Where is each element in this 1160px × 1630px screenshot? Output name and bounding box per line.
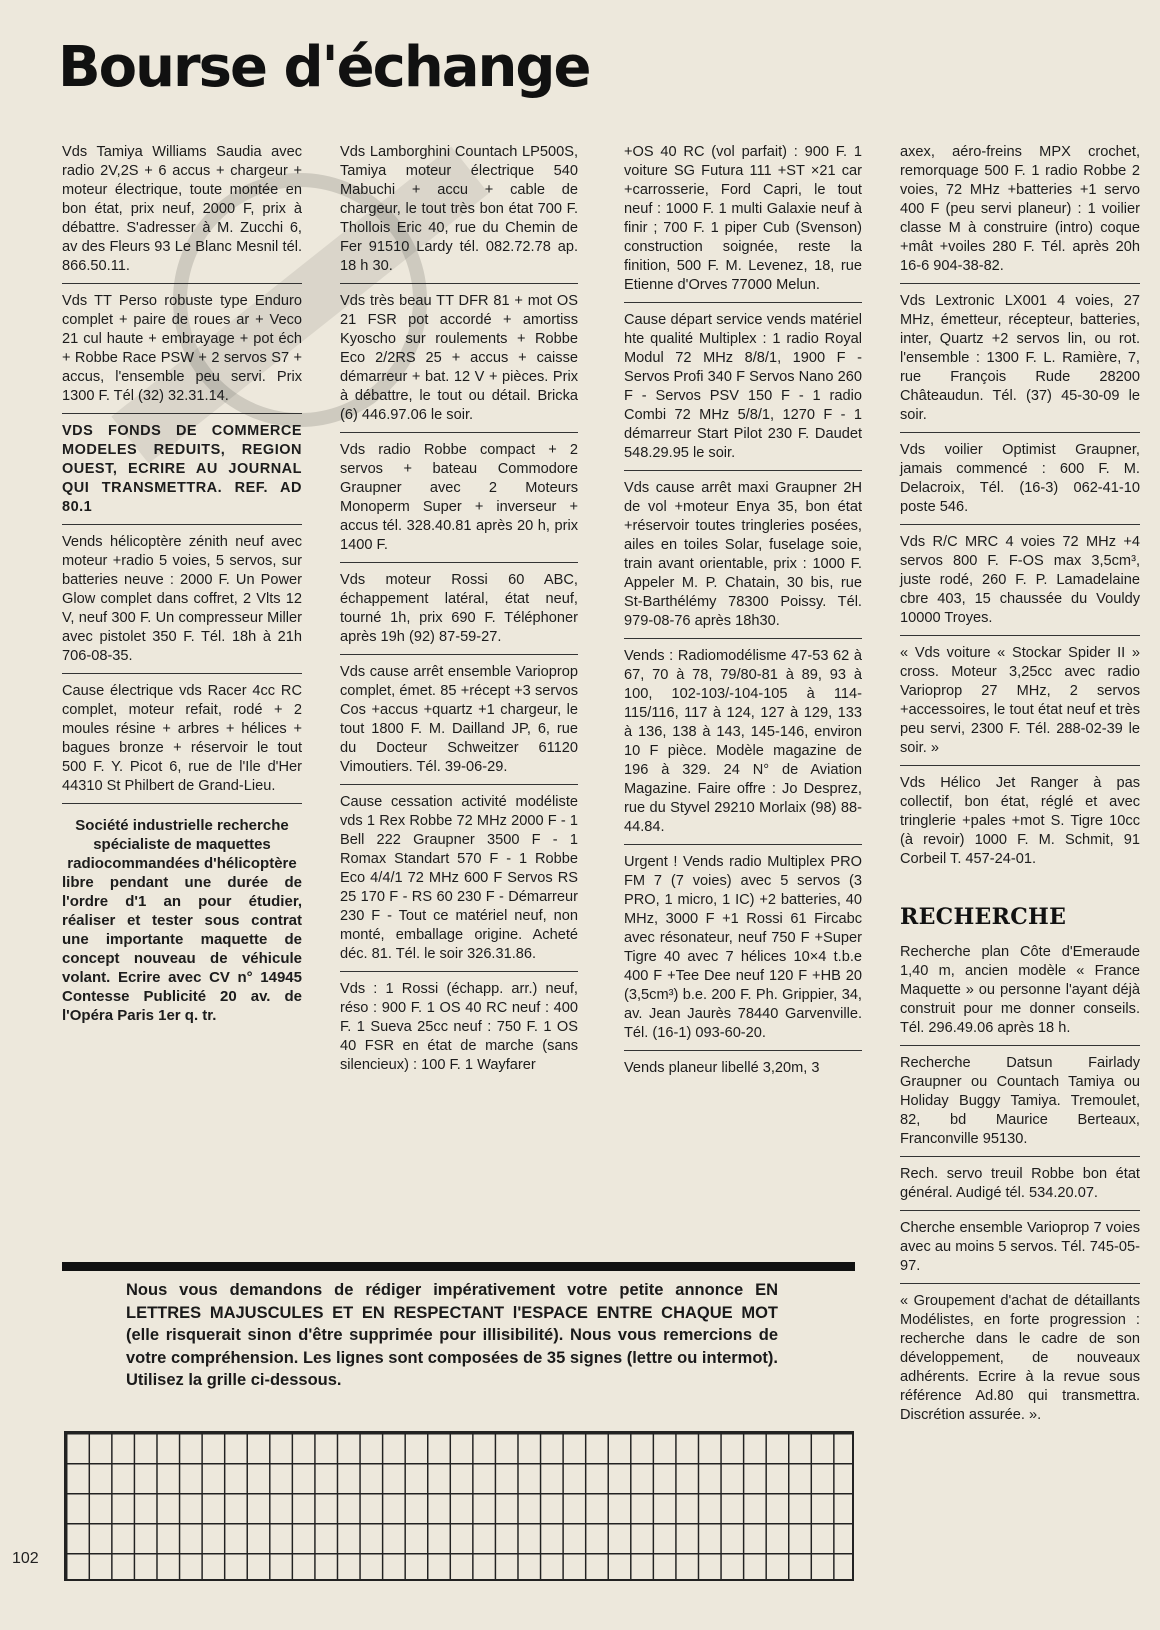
ad-4-4: Vds R/C MRC 4 voies 72 MHz +4 servos 800 F. F-OS max 3,5cm³, juste rodé, 260 F. P. Lamadelaine cbre 403, 15 chaussée du Vouldy 10000 Troyes. bbox=[900, 530, 1140, 636]
ad-4-7: Recherche plan Côte d'Emeraude 1,40 m, ancien modèle « France Maquette » ou personne l'ayant déjà construit pour me donner conseils. Tél. 296.49.06 après 18 h. bbox=[900, 940, 1140, 1046]
ad-3-6: Vends planeur libellé 3,20m, 3 bbox=[624, 1060, 820, 1076]
ad-4-6: Vds Hélico Jet Ranger à pas collectif, bon état, réglé et avec tringlerie +pales +mot S. Tigre 10cc (à revoir) 1000 F. M. Schmit, 91 Corbeil T. 457-24-01. bbox=[900, 775, 1140, 867]
ad-2-2: Vds très beau TT DFR 81 + mot OS 21 FSR pot accordé + amortiss Kyoscho sur roulements + Robbe Eco 2/2RS 25 + accus + caisse démarreur + bat. 12 V + pièces. Prix à débattre, le tout ou détail. Bricka (6) 446.97.06 le soir. bbox=[340, 289, 578, 433]
ad-4-11: « Groupement d'achat de détaillants Modélistes, en forte progression : recherche dans le cadre de son développement, de nouveaux adhérents. Ecrire à la revue sous référence Ad.80 qui transmettra. Discrétion assurée. ». bbox=[900, 1293, 1140, 1423]
ad-2-1: Vds Lamborghini Countach LP500S, Tamiya moteur électrique 540 Mabuchi + accu + cable de chargeur, le tout très bon état 700 F. Thollois Eric 40, rue du Chemin de Fer 91510 Lardy tél. 082.72.78 ap. 18 h 30. bbox=[340, 140, 578, 284]
ad-2-3: Vds radio Robbe compact + 2 servos + bateau Commodore Graupner avec 2 Moteurs Monoperm Super + inverseur + accus tél. 328.40.81 après 20 h, prix 1400 F. bbox=[340, 438, 578, 563]
ad-2-6: Cause cessation activité modéliste vds 1 Rex Robbe 72 MHz 2000 F - 1 Bell 222 Graupner 3500 F - 1 Romax Standart 570 F - 1 Robbe Eco 4/4/1 72 MHz 600 F Servos RS 25 170 F - RS 60 230 F - Démarreur 230 F - Tout ce matériel neuf, non monté, emballage origine. Acheté déc. 81. Tél. le soir 326.31.86. bbox=[340, 790, 578, 972]
ad-1-5: Cause électrique vds Racer 4cc RC complet, moteur refait, rodé + 2 moules résine + arbres + hélices + bagues bronze + réservoir le tout 500 F. Y. Picot 6, rue de l'Ile d'Her 44310 St Philbert de Grand-Lieu. bbox=[62, 679, 302, 804]
ad-3-4: Vends : Radiomodélisme 47-53 62 à 67, 70 à 78, 79/80-81 à 89, 93 à 100, 102-103/-104-105 à 114-115/116, 117 à 124, 127 à 129, 133 à 136, 138 à 143, 145-146, environ 10 F pièce. Modèle magazine de 196 à 329. 24 N° de Aviation Magazine. Faire offre : Jo Desprez, rue du Styvel 29210 Morlaix (98) 88-44.84. bbox=[624, 644, 862, 845]
column-3 bbox=[624, 140, 862, 1090]
ad-1-2: Vds TT Perso robuste type Enduro complet + paire de roues ar + Veco 21 cul haute + embrayage + pot éch + Robbe Race PSW + 2 servos S7 + accus, l'ensemble peu servi. Prix 1300 F. Tél (32) 32.31.14. bbox=[62, 289, 302, 414]
ad-3-2: Cause départ service vends matériel hte qualité Multiplex : 1 radio Royal Modul 72 MHz 8/8/1, 1900 F - Servos Profi 340 F Servos Nano 260 F - Servos PSV 150 F - 1 radio Combi 72 MHz 5/8/1, 1270 F - 1 démarreur Start Pilot 230 F. Daudet 548.29.95 le soir. bbox=[624, 308, 862, 471]
job-body: libre pendant une durée de l'ordre d'1 an pour étudier, réaliser et tester sous contrat une importante maquette de concept nouveau de véhicule volant. Ecrire avec CV n° 14945 Contesse Publicité 20 av. de l'Opéra Paris 1er q. tr. bbox=[62, 874, 302, 1024]
ad-1-3-bold: VDS FONDS DE COMMERCE MODELES REDUITS, REGION OUEST, ECRIRE AU JOURNAL QUI TRANSMETTRA. REF. AD 80.1 bbox=[62, 419, 302, 525]
writing-grid[interactable] bbox=[64, 1431, 854, 1581]
ad-2-7: Vds : 1 Rossi (échapp. arr.) neuf, réso : 900 F. 1 OS 40 RC neuf : 400 F. 1 Sueva 25cc neuf : 750 F. 1 OS 40 FSR en état de marche (sans silencieux) : 100 F. 1 Wayfarer bbox=[340, 981, 578, 1073]
ad-4-3: Vds voilier Optimist Graupner, jamais commencé : 600 F. M. Delacroix, Tél. (16-3) 062-41-10 poste 546. bbox=[900, 438, 1140, 525]
job-heading: Société industrielle recherche spécialiste de maquettes radiocommandées d'hélicoptère bbox=[67, 817, 297, 872]
ad-4-2: Vds Lextronic LX001 4 voies, 27 MHz, émetteur, récepteur, batteries, inter, Quartz +2 servos lin, ou rot. l'ensemble : 1300 F. L. Ramière, 7, rue François Rude 28200 Châteaudun. Tél. (37) 45-30-09 le soir. bbox=[900, 289, 1140, 433]
ad-3-1: +OS 40 RC (vol parfait) : 900 F. 1 voiture SG Futura 111 +ST ×21 car +carrosserie, Ford Capri, le tout neuf : 1000 F. 1 multi Galaxie neuf à finir ; 700 F. 1 piper Cub (Svenson) construction soignée, reste la finition, 500 F. M. Levenez, 18, rue Etienne d'Orves 77000 Melun. bbox=[624, 140, 862, 303]
column-4 bbox=[900, 140, 1140, 1437]
page-title: Bourse d'échange bbox=[58, 35, 590, 100]
ad-4-8: Recherche Datsun Fairlady Graupner ou Countach Tamiya ou Holiday Buggy Tamiya. Tremoulet, 82, bd Maurice Berteaux, Franconville 95130. bbox=[900, 1051, 1140, 1157]
ad-4-5: « Vds voiture « Stockar Spider II » cross. Moteur 3,25cc avec radio Varioprop 27 MHz, 2 servos +accessoires, le tout état neuf et très peu servi, 2300 F. Tél. 288-02-39 le soir. » bbox=[900, 641, 1140, 766]
job-advertisement bbox=[62, 816, 302, 1025]
ad-1-4: Vends hélicoptère zénith neuf avec moteur +radio 5 voies, 5 servos, sur batteries neuve : 2000 F. Un Power Glow complet dans coffret, 2 Vlts 12 V, neuf 300 F. Un compresseur Miller avec pistolet 350 F. Tél. 18h à 21h 706-08-35. bbox=[62, 530, 302, 674]
ad-3-3: Vds cause arrêt maxi Graupner 2H de vol +moteur Enya 35, bon état +réservoir toutes tringleries posées, ailes en toiles Solar, fuselage soie, train avant orientable, prix : 1000 F. Appeler M. P. Chatain, 30 bis, rue St-Barthélémy 78300 Poissy. Tél. 979-08-76 après 18h30. bbox=[624, 476, 862, 639]
ad-3-5: Urgent ! Vends radio Multiplex PRO FM 7 (7 voies) avec 5 servos (3 PRO, 1 micro, 1 IC) +2 batteries, 40 MHz, 3000 F +1 Rossi 61 Fircabc avec résonateur, neuf 750 F +Super Tigre 40 avec 7 hélices 10×4 t.b.e 400 F +Tee Dee neuf 120 F +HB 20 (3,5cm³) b.e. 200 F. Ph. Grippier, 34, av. Jean Jaurès 78440 Garvenville. Tél. (16-1) 093-60-20. bbox=[624, 850, 862, 1051]
ad-2-4: Vds moteur Rossi 60 ABC, échappement latéral, état neuf, tourné 1h, prix 690 F. Téléphoner après 19h (92) 87-59-27. bbox=[340, 568, 578, 655]
ad-4-1: axex, aéro-freins MPX crochet, remorquage 500 F. 1 radio Robbe 2 voies, 72 MHz +batteries +1 servo 400 F (peu servi planeur) : 1 voilier classe M à construire (intro) coque +mât +voiles 280 F. Tél. après 20h 16-6 904-38-82. bbox=[900, 140, 1140, 284]
page-number: 102 bbox=[12, 1550, 39, 1567]
ad-2-5: Vds cause arrêt ensemble Varioprop complet, émet. 85 +récept +3 servos Cos +accus +quartz +1 chargeur, le tout 1800 F. M. Dailland JP, 6, rue du Docteur Schweitzer 61120 Vimoutiers. Tél. 39-06-29. bbox=[340, 660, 578, 785]
column-2 bbox=[340, 140, 578, 1087]
ad-4-9: Rech. servo treuil Robbe bon état général. Audigé tél. 534.20.07. bbox=[900, 1162, 1140, 1211]
column-1 bbox=[62, 140, 302, 1025]
notice-divider bbox=[62, 1262, 855, 1271]
ad-1-1: Vds Tamiya Williams Saudia avec radio 2V,2S + 6 accus + chargeur + moteur électrique, toute montée en bon état, prix neuf, 2000 F, prix à débattre. S'adresser à M. Zucchi 6, av des Fleurs 93 Le Blanc Mesnil tél. 866.50.11. bbox=[62, 140, 302, 284]
section-heading-recherche: RECHERCHE bbox=[900, 904, 1067, 930]
notice-text: Nous vous demandons de rédiger impérativement votre petite annonce EN LETTRES MAJUSCULES ET EN RESPECTANT l'ESPACE ENTRE CHAQUE MOT (elle risquerait sinon d'être supprimée pour illisibilité). Nous vous remercions de votre compréhension. Les lignes sont composées de 35 signes (lettre ou intermot). Utilisez la grille ci-dessous. bbox=[126, 1281, 778, 1389]
ad-4-10: Cherche ensemble Varioprop 7 voies avec au moins 5 servos. Tél. 745-05-97. bbox=[900, 1216, 1140, 1284]
